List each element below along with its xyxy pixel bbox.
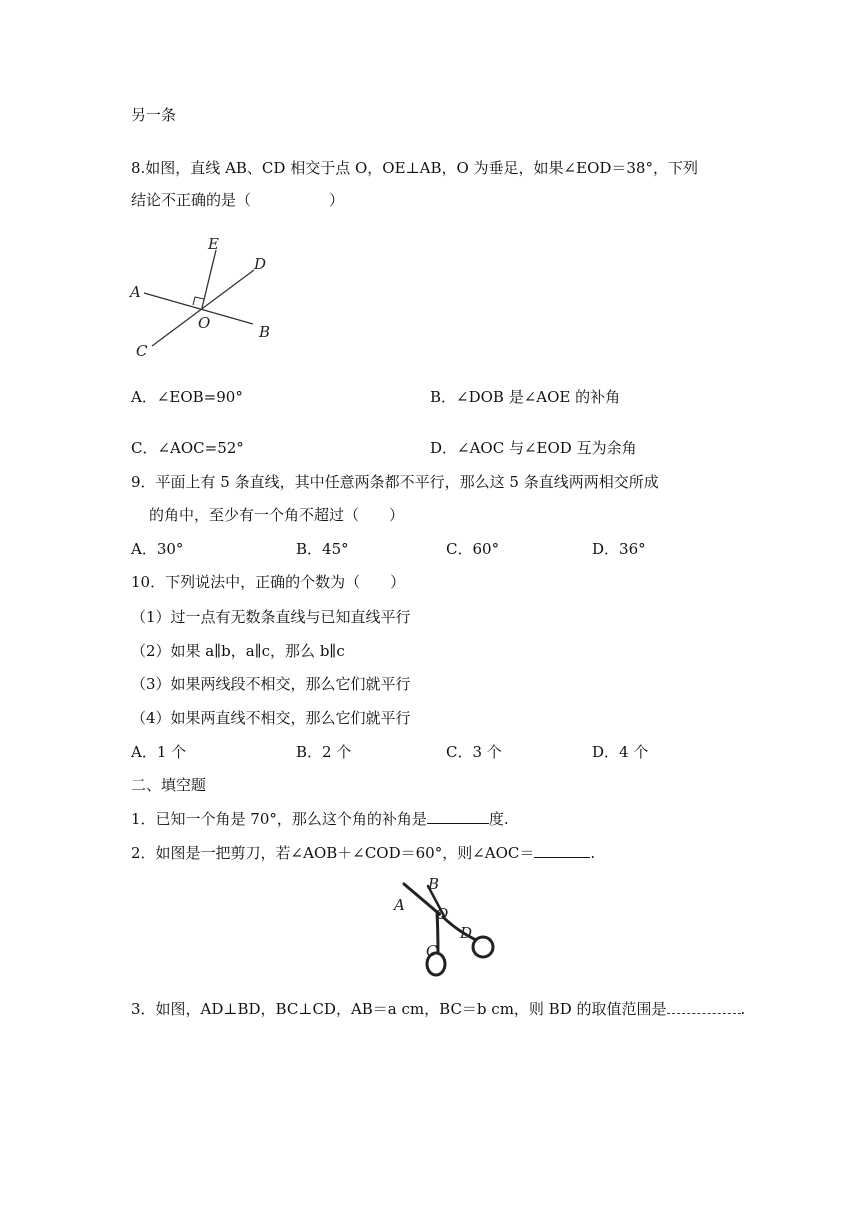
fill1-answer-blank[interactable] [427, 809, 489, 824]
q10-statement-1: （1）过一点有无数条直线与已知直线平行 [131, 608, 411, 626]
line-cd [152, 270, 254, 346]
fill3-suffix: . [740, 1000, 746, 1018]
label-c: C [426, 942, 438, 960]
fill2-suffix: . [590, 844, 596, 862]
section-heading-fill-in: 二、填空题 [131, 776, 207, 794]
label-a: A [130, 283, 141, 301]
q9-option-c: C．60° [446, 540, 500, 558]
q8-stem-close: ） [329, 191, 345, 209]
fill3-text: 3．如图，AD⊥BD，BC⊥CD，AB＝a cm，BC＝b cm，则 BD 的取值范围是 [131, 1000, 667, 1018]
fill3-answer-blank[interactable] [667, 999, 741, 1014]
label-o: O [436, 905, 449, 923]
q10-stem: 10．下列说法中，正确的个数为（ ） [131, 573, 406, 591]
label-d: D [460, 924, 473, 942]
scissors-figure [388, 872, 500, 987]
fill1-text: 1．已知一个角是 70°，那么这个角的补角是 [131, 810, 427, 828]
label-b: B [428, 875, 440, 893]
q10-option-b: B．2 个 [296, 743, 352, 761]
q10-option-d: D．4 个 [592, 743, 649, 761]
q10-option-a: A．1 个 [131, 743, 187, 761]
q9-stem-line1: 9．平面上有 5 条直线，其中任意两条都不平行，那么这 5 条直线两两相交所成 [131, 473, 659, 491]
label-o: O [198, 314, 211, 332]
label-c: C [136, 342, 148, 360]
previous-question-tail: 另一条 [131, 106, 177, 124]
label-d: D [254, 255, 267, 273]
q8-stem-text: 结论不正确的是（ [131, 191, 252, 209]
q9-stem-line2: 的角中，至少有一个角不超过（ ） [149, 506, 405, 524]
fill-question-3 [131, 998, 745, 1020]
q8-option-d: D．∠AOC 与∠EOD 互为余角 [430, 439, 637, 457]
q9-option-d: D．36° [592, 540, 646, 558]
fill-question-2 [131, 842, 595, 864]
q8-stem-line2 [131, 189, 344, 211]
label-a: A [394, 896, 405, 914]
q8-option-c: C．∠AOC=52° [131, 439, 244, 457]
q8-option-b: B．∠DOB 是∠AOE 的补角 [430, 388, 621, 406]
q8-intersecting-lines-figure [128, 232, 278, 364]
q9-option-b: B．45° [296, 540, 349, 558]
fill1-suffix: 度. [488, 810, 509, 828]
label-b: B [259, 323, 271, 341]
fill-question-1 [131, 808, 509, 830]
finger-ring-d [473, 937, 493, 957]
q10-statement-3: （3）如果两线段不相交，那么它们就平行 [131, 675, 411, 693]
q8-stem-line1: 8.如图，直线 AB、CD 相交于点 O，OE⊥AB，O 为垂足，如果∠EOD＝38°，下列 [131, 159, 698, 177]
q10-statement-2: （2）如果 a∥b，a∥c，那么 b∥c [131, 642, 345, 660]
q9-option-a: A．30° [131, 540, 184, 558]
label-e: E [208, 235, 219, 253]
q10-statement-4: （4）如果两直线不相交，那么它们就平行 [131, 709, 411, 727]
q10-option-c: C．3 个 [446, 743, 502, 761]
fill2-text: 2．如图是一把剪刀，若∠AOB＋∠COD＝60°，则∠AOC＝ [131, 844, 535, 862]
fill2-answer-blank[interactable] [534, 843, 590, 858]
q8-option-a: A．∠EOB=90° [131, 388, 243, 406]
